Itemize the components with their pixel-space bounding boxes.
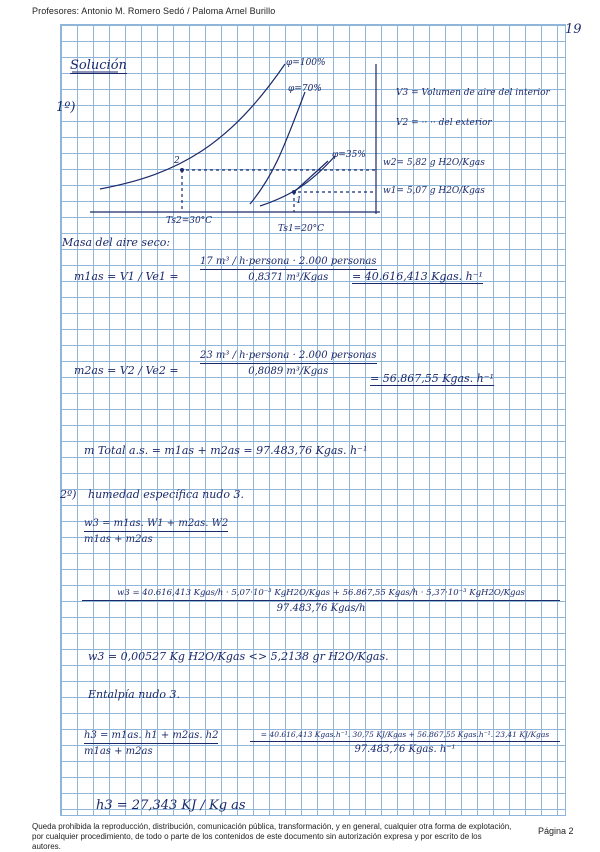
h3-formula-bar (84, 743, 218, 744)
m2-fraction-bar (200, 363, 377, 364)
label-w1: w1= 5,07 g H2O/Kgas (383, 186, 485, 196)
page-number-handwritten: 19 (565, 22, 582, 37)
w3-formula (84, 518, 228, 545)
label-phi-35: φ=35% (332, 150, 366, 160)
h3-formula (84, 730, 218, 757)
note-v2: V2 = ·· ·· del exterior (396, 118, 492, 128)
point-1-marker (292, 190, 296, 194)
m1-fraction (200, 256, 377, 283)
m1-numerator: 17 m³ / h·persona · 2.000 personas (200, 256, 377, 267)
label-phi-100: φ=100% (286, 58, 326, 68)
curve-phi-70 (250, 92, 305, 204)
w3-result: w3 = 0,00527 Kg H2O/Kgas <> 5,2138 gr H2O/Kgas. (88, 650, 389, 663)
mass-total: m Total a.s. = m1as + m2as = 97.483,76 Kgas. h⁻¹ (84, 444, 368, 457)
h3-calc (250, 730, 560, 755)
h3-formula-den: m1as + m2as (84, 746, 153, 757)
page-header: Profesores: Antonio M. Romero Sedó / Paloma Arnel Burillo (32, 6, 276, 16)
enthalpy-title: Entalpía nudo 3. (88, 688, 181, 701)
m1-result: = 40.616,413 Kgas. h⁻¹ (352, 270, 483, 283)
line-1-to-3 (294, 161, 328, 192)
w3-calc-den: 97.483,76 Kgas/h (276, 603, 366, 614)
mass-title: Masa del aire seco: (62, 236, 171, 249)
label-phi-70: φ=70% (288, 84, 322, 94)
h3-calc-bar (250, 741, 560, 742)
part2-title: humedad específica nudo 3. (88, 488, 245, 501)
m1-lhs: m1as = V1 / Ve1 = (74, 270, 179, 283)
solution-title: Solución (70, 58, 127, 73)
m1-fraction-bar (200, 269, 377, 270)
m2-result: = 56.867,55 Kgas. h⁻¹ (370, 372, 494, 385)
h3-calc-num: = 40.616,413 Kgas.h⁻¹. 30,75 KJ/Kgas + 56.867,55 Kgas.h⁻¹. 23,41 KJ/Kgas (260, 730, 550, 739)
label-point-1: 1 (296, 196, 302, 206)
page-number: Página 2 (538, 826, 574, 836)
w3-formula-bar (84, 531, 228, 532)
h3-result: h3 = 27,343 KJ / Kg as (96, 798, 246, 813)
part2-label: 2º) (60, 488, 77, 501)
w3-calc-num: w3 = 40.616,413 Kgas/h · 5,07·10⁻³ KgH2O/Kgas + 56.867,55 Kgas/h · 5,37·10⁻³ KgH2O/Kgas (117, 588, 525, 598)
label-point-2: 2 (174, 156, 180, 166)
m1-denominator: 0,8371 m³/Kgas (248, 272, 329, 283)
note-v3: V3 = Volumen de aire del interior (396, 88, 550, 98)
m2-lhs: m2as = V2 / Ve2 = (74, 364, 179, 377)
m2-numerator: 23 m³ / h·persona · 2.000 personas (200, 350, 377, 361)
copyright-footer: Queda prohibida la reproducción, distribución, comunicación pública, transformación, y en general, cualquier otra forma de explotación, por cualquier procedimiento, de todo o parte de los contenidos de este documento sin autorización expresa y por escrito de los autores. (32, 822, 512, 851)
point-2-marker (180, 168, 184, 172)
w3-formula-num: w3 = m1as. W1 + m2as. W2 (84, 518, 229, 529)
w3-formula-den: m1as + m2as (84, 534, 153, 545)
m2-fraction (200, 350, 377, 377)
h3-calc-den: 97.483,76 Kgas. h⁻¹ (354, 744, 456, 755)
label-w2: w2= 5,82 g H2O/Kgas (383, 158, 485, 168)
w3-calc (82, 588, 560, 614)
h3-formula-num: h3 = m1as. h1 + m2as. h2 (84, 730, 219, 741)
label-t1: Ts1=20°C (278, 224, 325, 234)
w3-calc-bar (82, 600, 560, 601)
part1-label: 1º) (56, 100, 76, 115)
label-t2: Ts2=30°C (166, 216, 213, 226)
m2-denominator: 0,8089 m³/Kgas (248, 366, 329, 377)
